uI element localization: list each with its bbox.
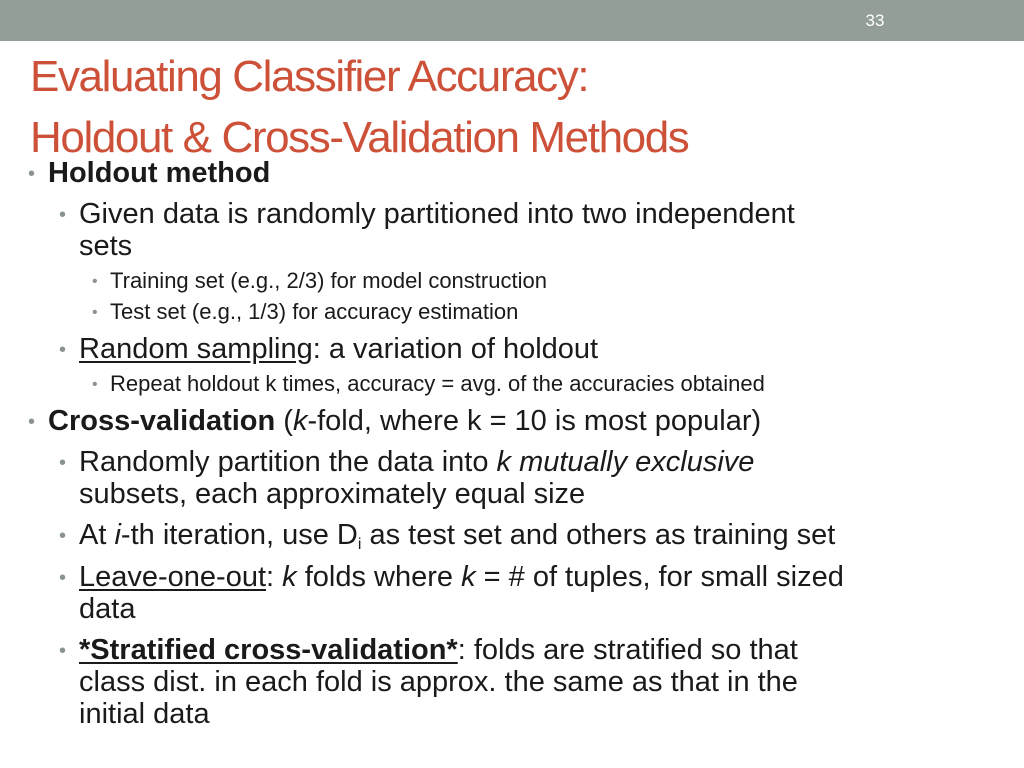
bullet-dot-icon: • <box>59 339 67 361</box>
bullet-dot-icon: • <box>59 204 67 226</box>
bullet-dot-icon: • <box>92 304 98 321</box>
bullet-dot-icon: • <box>59 525 67 547</box>
bullet-leave-one-out-cont: data <box>79 593 136 625</box>
slide-number: 33 <box>865 11 885 30</box>
bullet-random-partition-cont: subsets, each approximately equal size <box>79 478 586 510</box>
bullet-dot-icon: • <box>28 411 36 433</box>
bullet-dot-icon: • <box>92 273 98 290</box>
bullet-stratified-cv-cont: class dist. in each fold is approx. the same as that in the <box>79 666 798 698</box>
bullet-dot-icon: • <box>59 567 67 589</box>
bullet-dot-icon: • <box>28 163 36 185</box>
slide-title-line-1: Evaluating Classifier Accuracy: <box>30 52 589 101</box>
bullet-ith-iteration: • At i-th iteration, use $D_i$ as test set and others as training set <box>59 519 836 553</box>
bullet-leave-one-out: • Leave-one-out: k folds where k = # of tuples, for small sized <box>59 561 844 593</box>
bullet-holdout-method: • Holdout method <box>28 157 271 189</box>
bullet-random-partition: • Randomly partition the data into k mutually exclusive <box>59 446 755 478</box>
bullet-test-set: • Test set (e.g., 1/3) for accuracy estimation <box>92 299 519 324</box>
bullet-repeat-holdout: • Repeat holdout k times, accuracy = avg. of the accuracies obtained <box>92 371 765 396</box>
slide-title-line-2: Holdout & Cross-Validation Methods <box>30 113 689 162</box>
bullet-dot-icon: • <box>59 640 67 662</box>
bullet-holdout-given-cont: sets <box>79 230 133 262</box>
bullet-cross-validation: • Cross-validation (k-fold, where k = 10 is most popular) <box>28 405 762 437</box>
bullet-stratified-cv: • *Stratified cross-validation*: folds are stratified so that <box>59 634 798 666</box>
bullet-dot-icon: • <box>59 452 67 474</box>
bullet-holdout-given: • Given data is randomly partitioned into two independent <box>59 198 795 230</box>
bullet-random-sampling: • Random sampling: a variation of holdout <box>59 333 599 365</box>
bullet-training-set: • Training set (e.g., 2/3) for model construction <box>92 268 547 293</box>
bullet-dot-icon: • <box>92 376 98 393</box>
bullet-stratified-cv-cont-2: initial data <box>79 698 210 730</box>
